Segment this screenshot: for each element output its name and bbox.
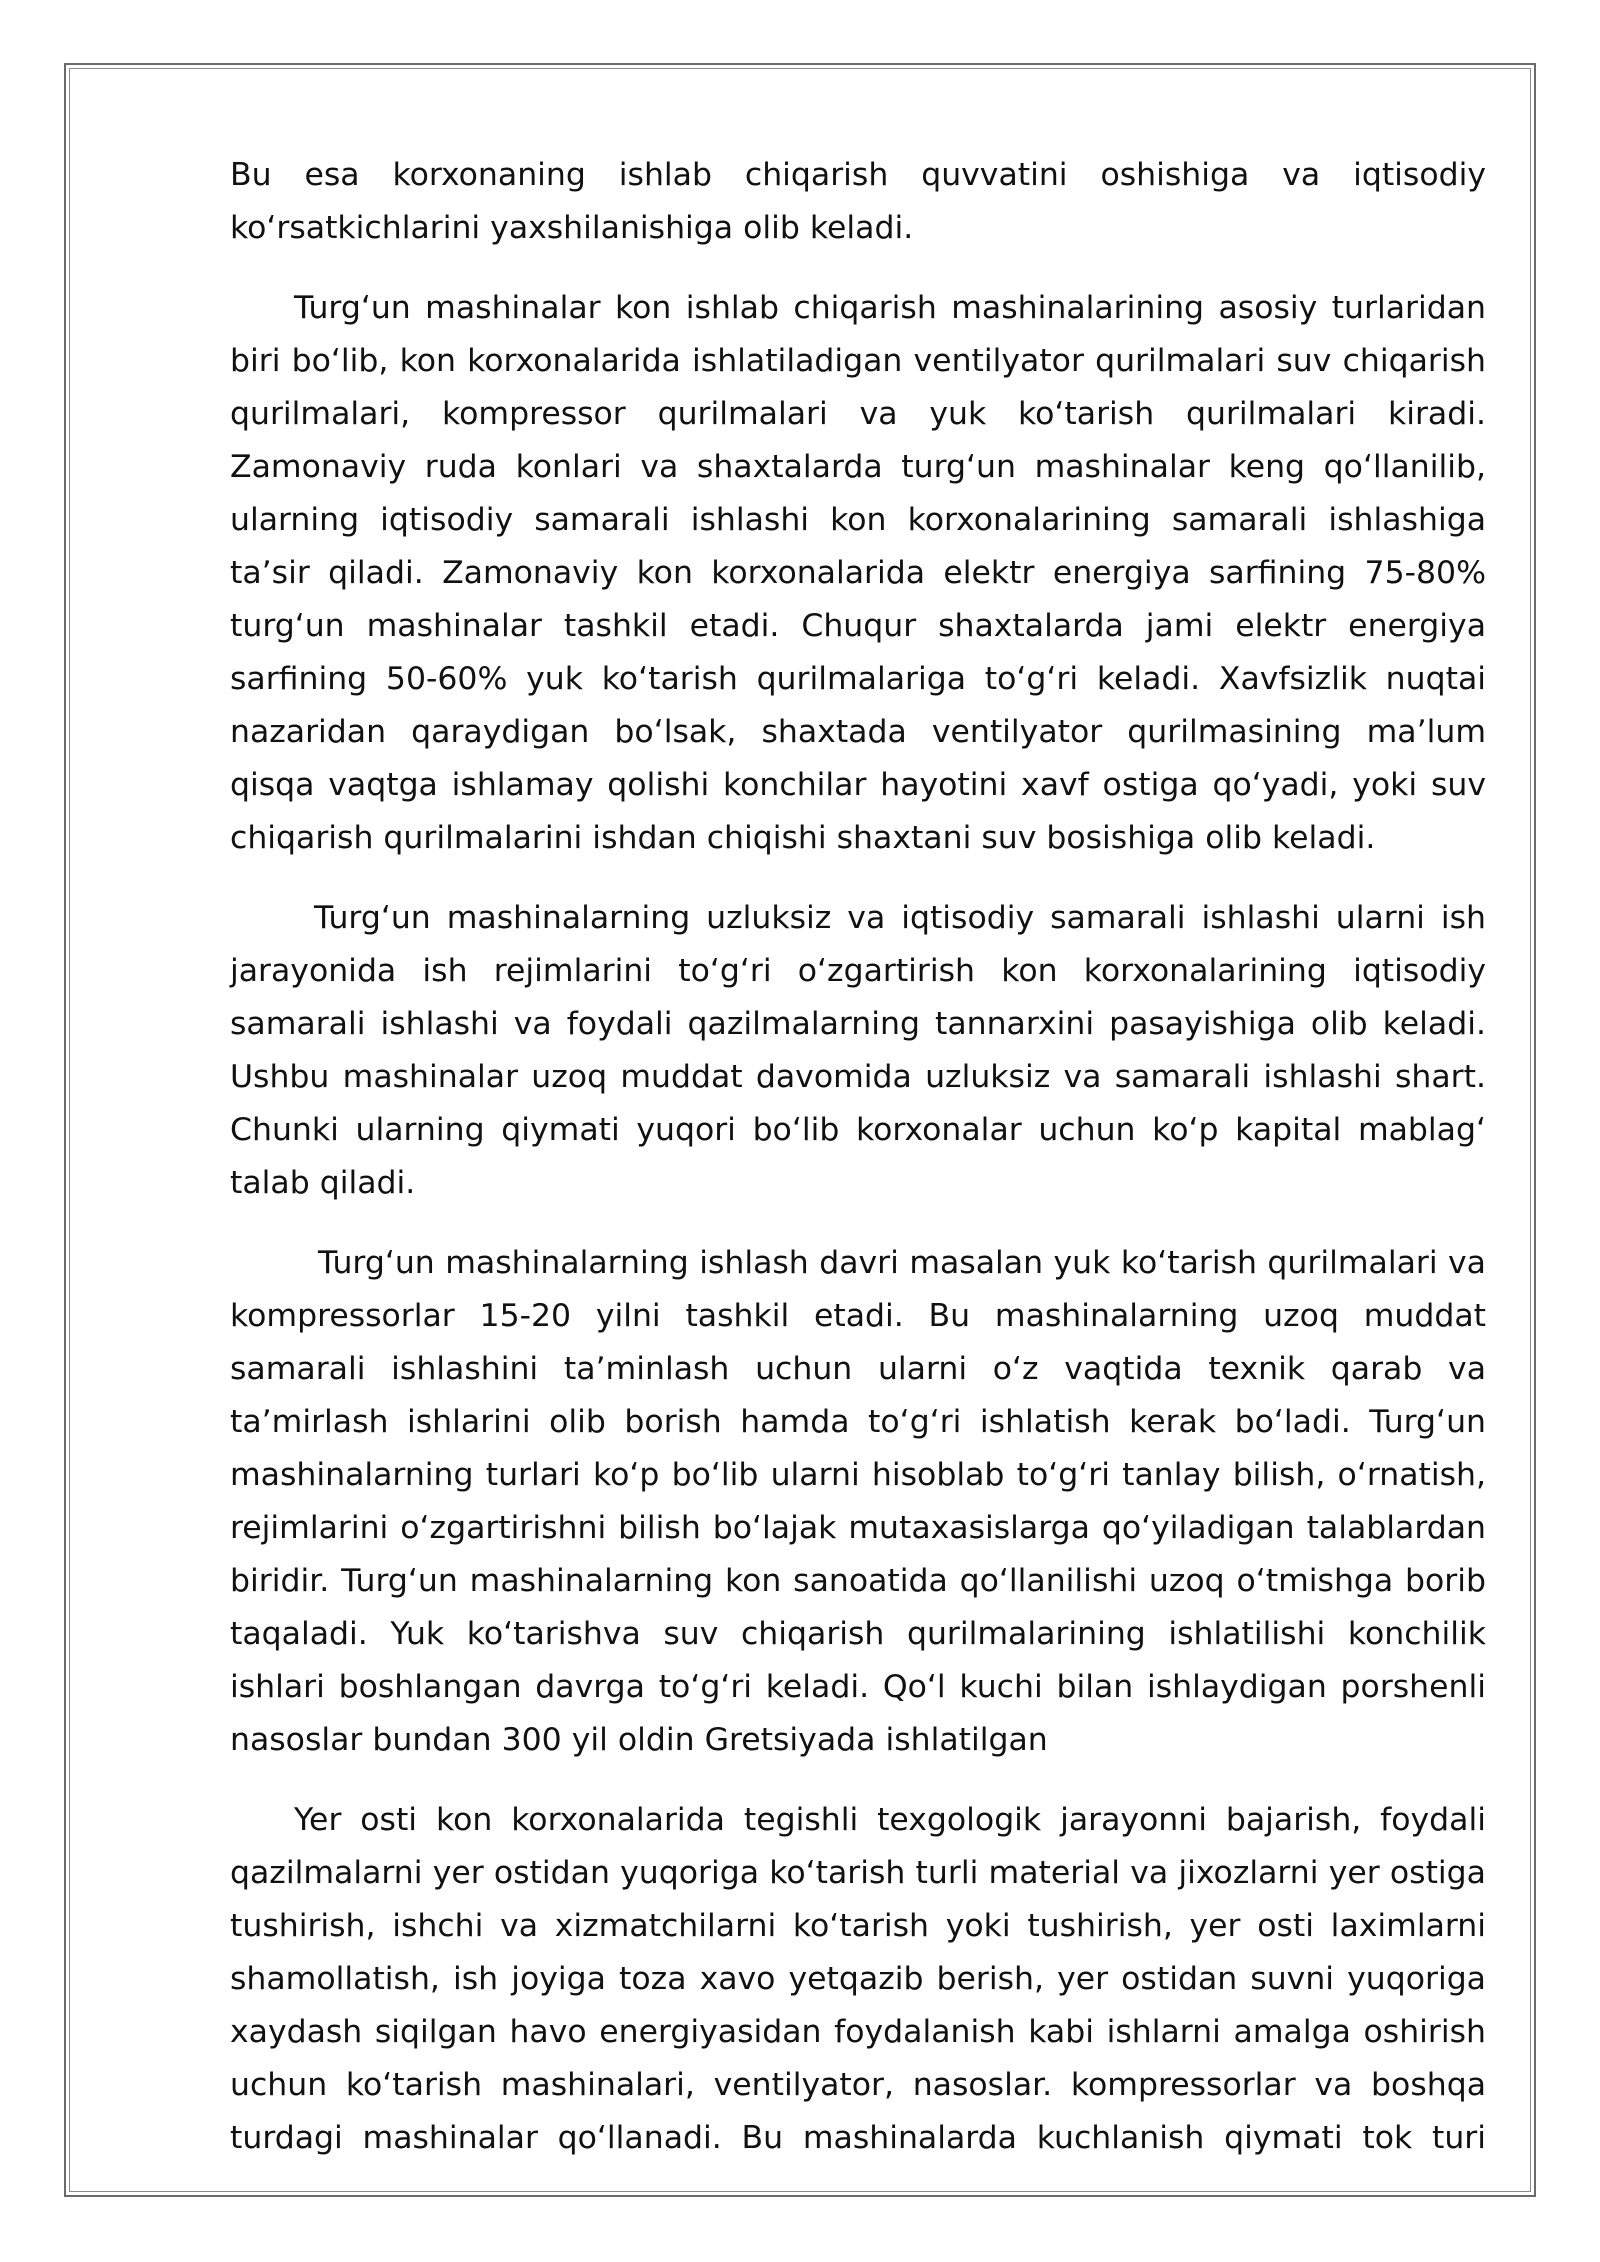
paragraph-5: Yer osti kon korxonalarida tegishli texgologik jarayonni bajarish, foydali qazilmalarni yer ostidan yuqoriga ko‘tarish turli material va jixozlarni yer ostiga tushirish, ishchi va xizmatchilarni ko‘tarish yoki tushirish, yer osti laximlarni shamollatish, ish joyiga toza xavo yetqazib berish, yer ostidan suvni yuqoriga xaydash siqilgan havo energiyasidan foydalanish kabi ishlarni amalga oshirish uchun ko‘tarish mashinalari, ventilyator, nasoslar. kompressorlar va boshqa turdagi mashinalar qo‘llanadi. Bu mashinalarda kuchlanish qiymati tok turi xyxy=(230,1802,1486,2156)
paragraph-4: Turg‘un mashinalarning ishlash davri masalan yuk ko‘tarish qurilmalari va kompressorlar 15-20 yilni tashkil etadi. Bu mashinalarning uzoq muddat samarali ishlashini ta’minlash uchun ularni o‘z vaqtida texnik qarab va ta’mirlash ishlarini olib borish hamda to‘g‘ri ishlatish kerak bo‘ladi. Turg‘un mashinalarning turlari ko‘p bo‘lib ularni hisoblab to‘g‘ri tanlay bilish, o‘rnatish, rejimlarini o‘zgartirishni bilish bo‘lajak mutaxasislarga qo‘yiladigan talablardan biridir. Turg‘un mashinalarning kon sanoatida qo‘llanilishi uzoq o‘tmishga borib taqaladi. Yuk ko‘tarishva suv chiqarish qurilmalarining ishlatilishi konchilik ishlari boshlangan davrga to‘g‘ri keladi. Qo‘l kuchi bilan ishlaydigan porshenli nasoslar bundan 300 yil oldin Gretsiyada ishlatilgan xyxy=(230,1245,1486,1758)
document-body xyxy=(230,149,1486,2192)
paragraph-1: Bu esa korxonaning ishlab chiqarish quvvatini oshishiga va iqtisodiy ko‘rsatkichlarini yaxshilanishiga olib keladi. xyxy=(230,157,1486,246)
paragraph-2: Turg‘un mashinalar kon ishlab chiqarish mashinalarining asosiy turlaridan biri bo‘lib, kon korxonalarida ishlatiladigan ventilyator qurilmalari suv chiqarish qurilmalari, kompressor qurilmalari va yuk ko‘tarish qurilmalari kiradi. Zamonaviy ruda konlari va shaxtalarda turg‘un mashinalar keng qo‘llanilib, ularning iqtisodiy samarali ishlashi kon korxonalarining samarali ishlashiga ta’sir qiladi. Zamonaviy kon korxonalarida elektr energiya sarfining 75-80% turg‘un mashinalar tashkil etadi. Chuqur shaxtalarda jami elektr energiya sarfining 50-60% yuk ko‘tarish qurilmalariga to‘g‘ri keladi. Xavfsizlik nuqtai nazaridan qaraydigan bo‘lsak, shaxtada ventilyator qurilmasining ma’lum qisqa vaqtga ishlamay qolishi konchilar hayotini xavf ostiga qo‘yadi, yoki suv chiqarish qurilmalarini ishdan chiqishi shaxtani suv bosishiga olib keladi. xyxy=(230,290,1486,856)
paragraph-3: Turg‘un mashinalarning uzluksiz va iqtisodiy samarali ishlashi ularni ish jarayonida ish rejimlarini to‘g‘ri o‘zgartirish kon korxonalarining iqtisodiy samarali ishlashi va foydali qazilmalarning tannarxini pasayishiga olib keladi. Ushbu mashinalar uzoq muddat davomida uzluksiz va samarali ishlashi shart. Chunki ularning qiymati yuqori bo‘lib korxonalar uchun ko‘p kapital mablag‘ talab qiladi. xyxy=(230,900,1486,1201)
